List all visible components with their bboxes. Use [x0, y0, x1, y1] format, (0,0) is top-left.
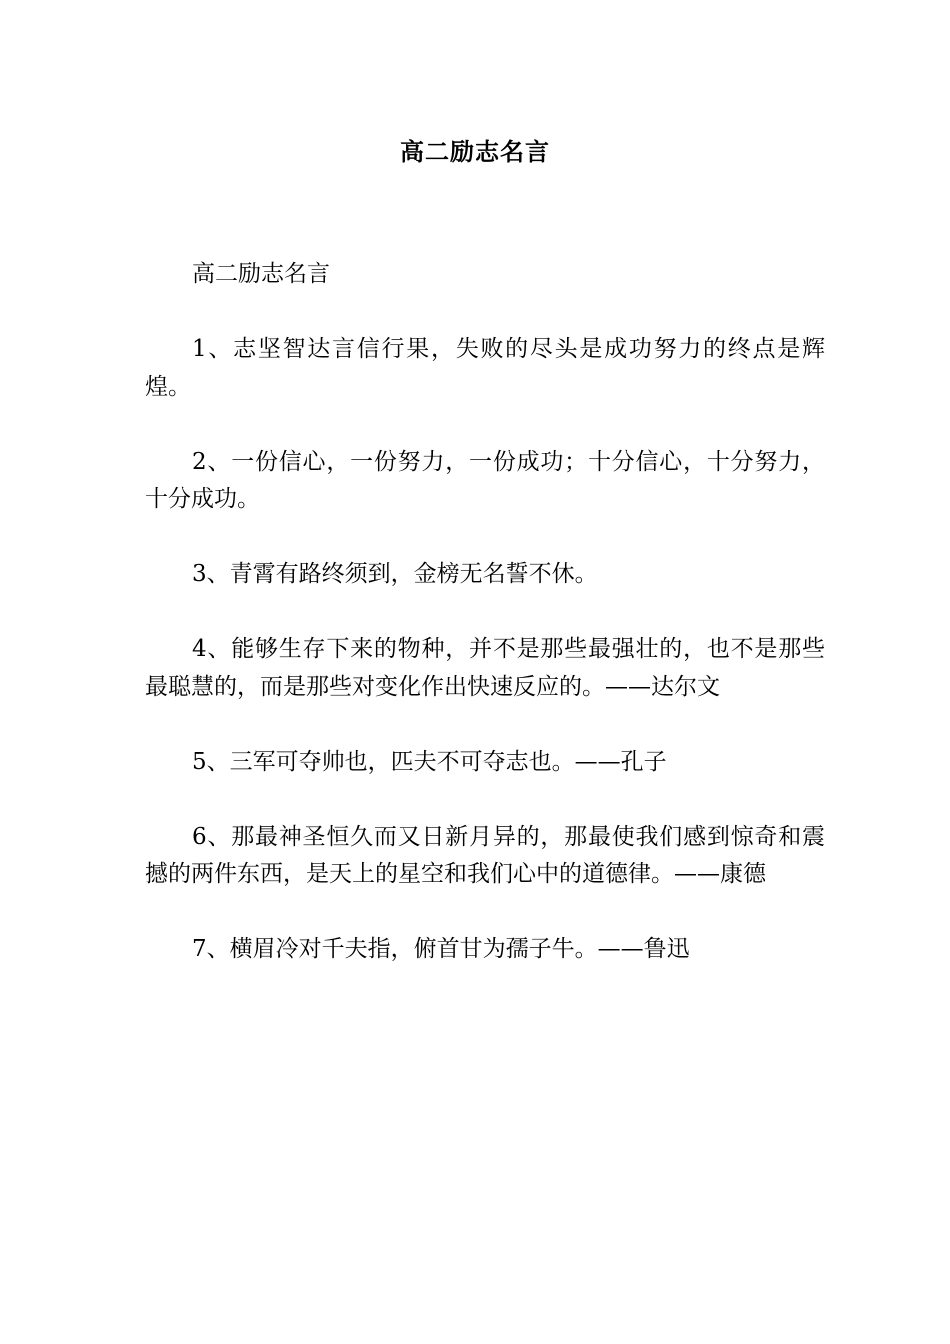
quote-paragraph-3: 3、青霄有路终须到，金榜无名誓不休。	[192, 561, 598, 587]
quote-paragraph-7: 7、横眉冷对千夫指，俯首甘为孺子牛。——鲁迅	[192, 936, 690, 962]
quote-paragraph-2: 2、一份信心，一份努力，一份成功；十分信心，十分努力，十分成功。	[145, 448, 825, 512]
paragraph-spacer	[145, 594, 825, 632]
quote-paragraph-4: 4、能够生存下来的物种，并不是那些最强壮的，也不是那些最聪慧的，而是那些对变化作出快速反应的。——达尔文	[145, 636, 825, 700]
paragraph-spacer	[145, 706, 825, 744]
document-body	[145, 256, 825, 969]
quote-paragraph-5: 5、三军可夺帅也，匹夫不可夺志也。——孔子	[192, 748, 667, 775]
quote-paragraph-6: 6、那最神圣恒久而又日新月异的，那最使我们感到惊奇和震撼的两件东西，是天上的星空和我们心中的道德律。——康德	[145, 823, 825, 887]
quote-paragraph-1: 1、志坚智达言信行果，失败的尽头是成功努力的终点是辉煌。	[145, 336, 825, 400]
paragraph-spacer	[145, 781, 825, 819]
paragraph-spacer	[145, 894, 825, 932]
document-title: 高二励志名言	[400, 137, 550, 166]
paragraph-spacer	[145, 406, 825, 444]
paragraph-heading: 高二励志名言	[192, 261, 330, 287]
paragraph-spacer	[145, 294, 825, 332]
paragraph-spacer	[145, 519, 825, 557]
